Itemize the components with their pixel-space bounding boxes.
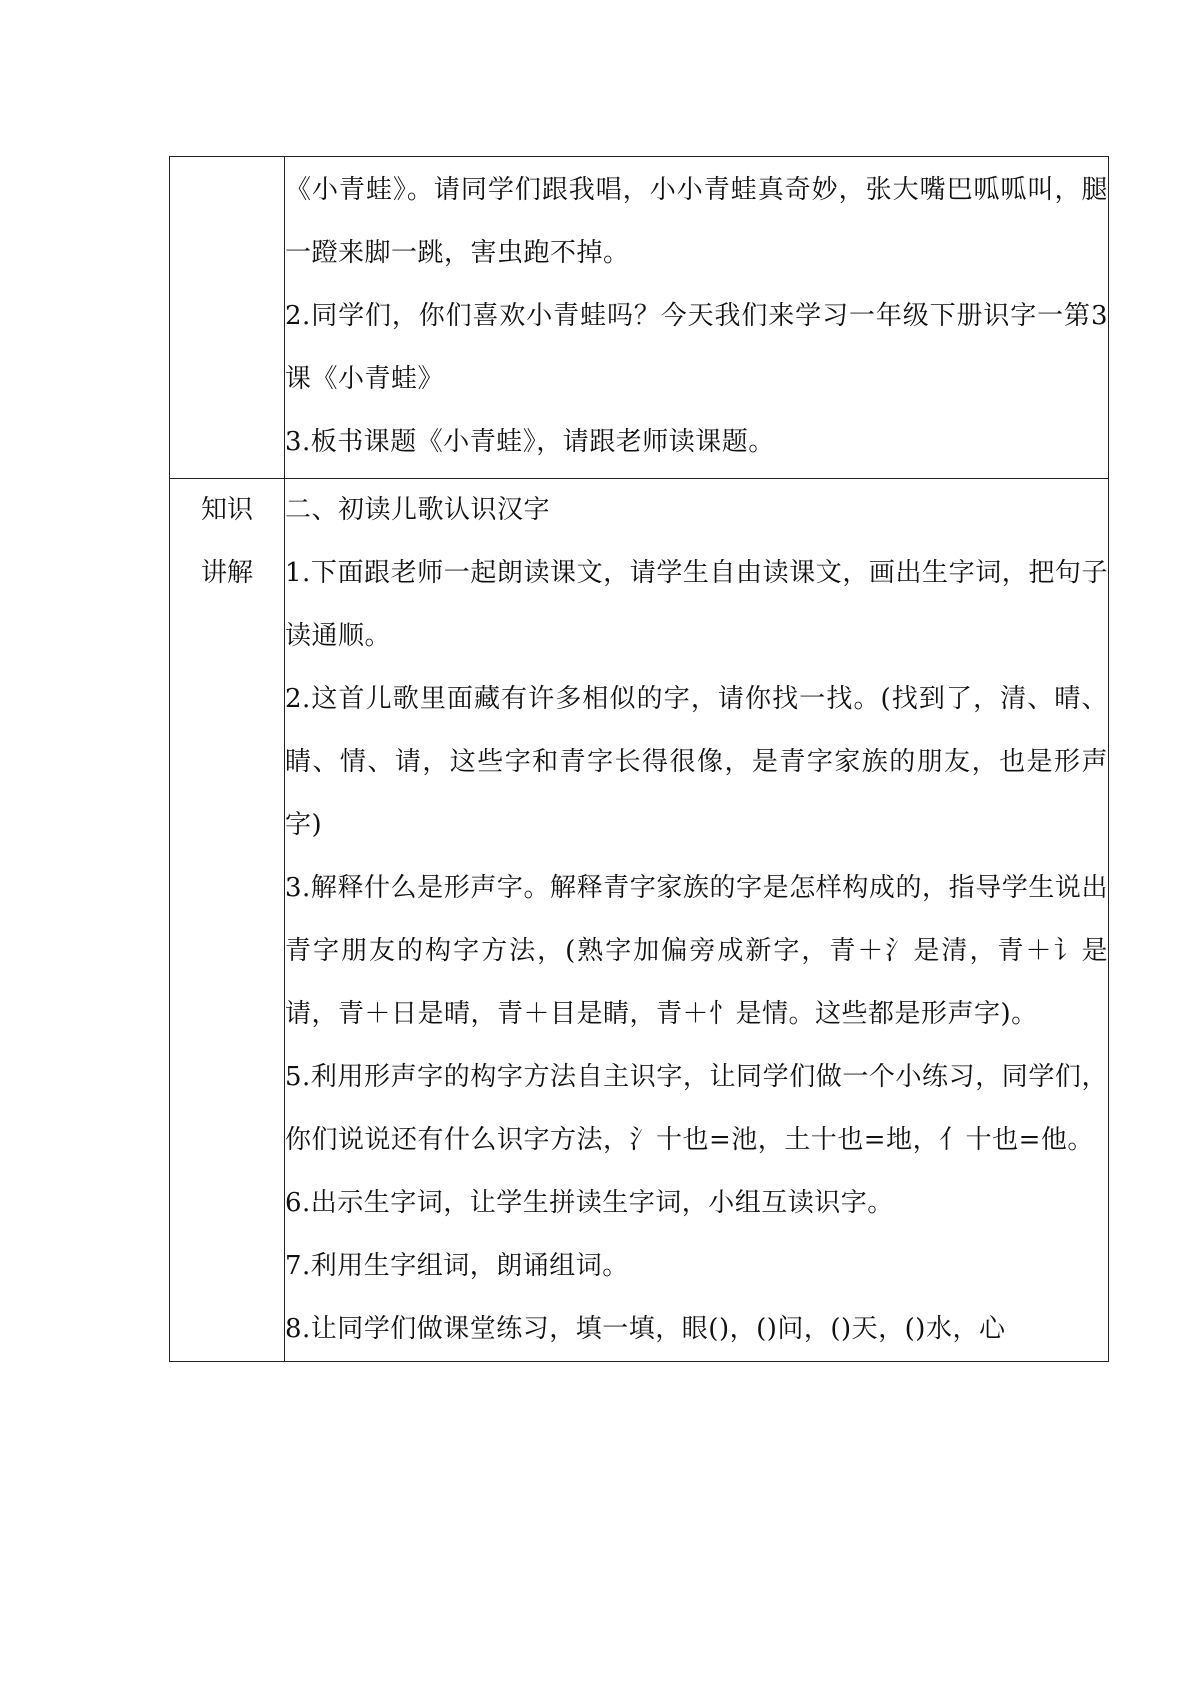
row-label-cell — [170, 479, 285, 1362]
row-label-line: 知识 — [200, 495, 253, 525]
row-label-line: 讲解 — [200, 558, 253, 588]
paragraph: 2.这首儿歌里面藏有许多相似的字，请你找一找。(找到了，清、晴、睛、情、请，这些字和青字长得很像，是青字家族的朋友，也是形声字) — [285, 684, 1108, 840]
paragraph: 3.解释什么是形声字。解释青字家族的字是怎样构成的，指导学生说出青字朋友的构字方法，(熟字加偏旁成新字，青＋氵是清，青＋讠是请，青＋日是晴，青＋目是睛，青＋忄是情。这些都是形声字)。 — [285, 873, 1108, 1029]
paragraph: 6.出示生字词，让学生拼读生字词，小组互读识字。 — [285, 1188, 894, 1218]
paragraph: 8.让同学们做课堂练习，填一填，眼()，()问，()天，()水，心 — [285, 1314, 1006, 1344]
table-row — [170, 479, 1109, 1362]
paragraph: 5.利用形声字的构字方法自主识字，让同学们做一个小练习，同学们，你们说说还有什么识字方法，氵十也=池，土十也=地，亻十也=他。 — [285, 1062, 1108, 1155]
row-content-cell — [285, 479, 1109, 1362]
paragraph: 7.利用生字组词，朗诵组词。 — [285, 1251, 629, 1281]
row-label-cell — [170, 157, 285, 479]
paragraph: 《小青蛙》。请同学们跟我唱，小小青蛙真奇妙，张大嘴巴呱呱叫，腿一蹬来脚一跳，害虫跑不掉。 — [285, 175, 1108, 268]
section-heading: 二、初读儿歌认识汉字 — [285, 495, 551, 525]
lesson-table — [169, 156, 1109, 1362]
row-content-cell — [285, 157, 1109, 479]
table-row — [170, 157, 1109, 479]
paragraph: 2.同学们，你们喜欢小青蛙吗？今天我们来学习一年级下册识字一第3课《小青蛙》 — [285, 301, 1108, 394]
paragraph: 3.板书课题《小青蛙》，请跟老师读课题。 — [285, 427, 775, 457]
paragraph: 1.下面跟老师一起朗读课文，请学生自由读课文，画出生字词，把句子读通顺。 — [285, 558, 1108, 651]
